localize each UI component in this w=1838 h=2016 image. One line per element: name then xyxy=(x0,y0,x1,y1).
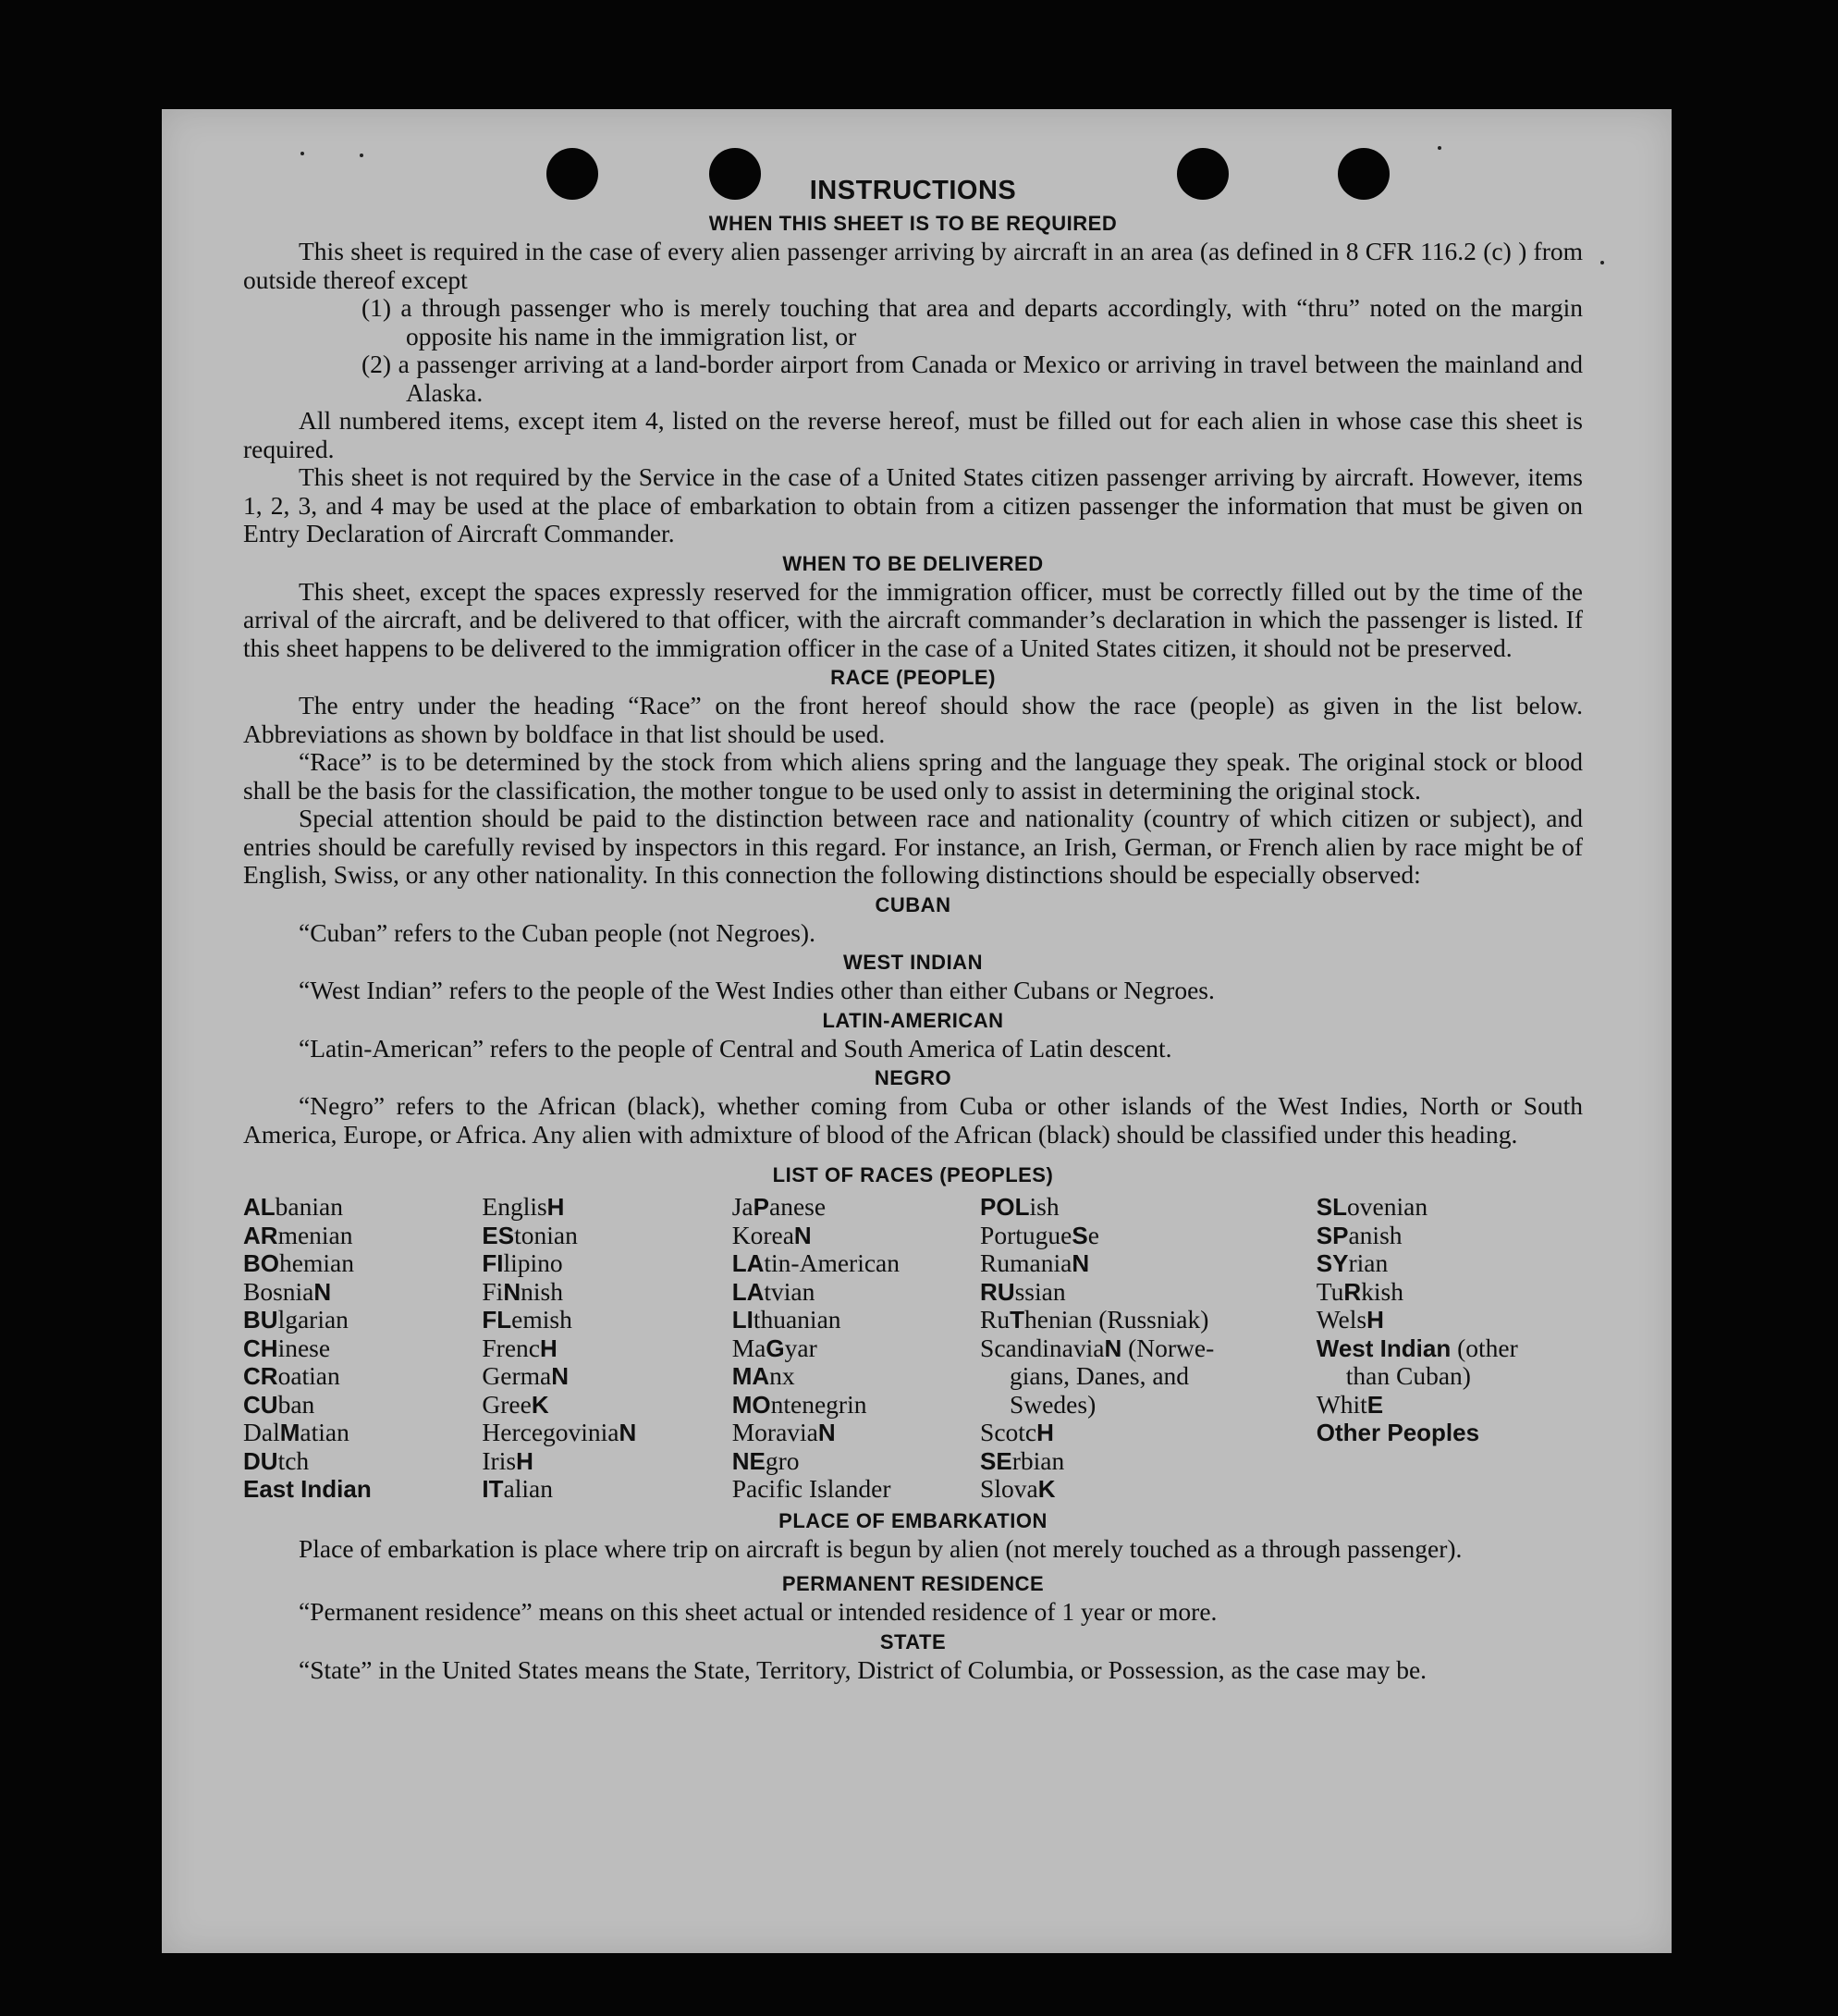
race-entry: MoraviaN xyxy=(731,1418,836,1446)
heading-permanent-residence: PERMANENT RESIDENCE xyxy=(781,1572,1045,1595)
race-entry: FLemish xyxy=(482,1305,572,1334)
race-entry: LAtvian xyxy=(731,1276,815,1306)
race-entry: RUssian xyxy=(980,1276,1066,1306)
race-entry: PortugueSe xyxy=(980,1220,1099,1249)
race-entry: SErbian xyxy=(980,1445,1065,1475)
heading-state: STATE xyxy=(879,1629,947,1653)
race-entry: CHinese xyxy=(243,1333,331,1362)
race-entry: CUban xyxy=(243,1389,315,1419)
race-entry: BosniaN xyxy=(243,1276,332,1306)
race-entry: SlovaK xyxy=(980,1474,1056,1503)
heading-when-delivered: WHEN TO BE DELIVERED xyxy=(782,551,1044,575)
race-entry: Other Peoples xyxy=(1316,1419,1480,1446)
race-entry: EnglisH xyxy=(482,1192,565,1221)
race-entry: IrisH xyxy=(482,1445,533,1475)
race-entry: DUtch xyxy=(243,1445,310,1475)
paragraph: All numbered items, except item 4, listed on the reverse hereof, must be filled out for each alien in whose case this sheet is required. xyxy=(243,406,1583,463)
race-entry: SLovenian xyxy=(1316,1192,1428,1221)
paragraph: This sheet, except the spaces expressly reserved for the immigration officer, must be correctly filled out by the time of the arrival of the aircraft, and be delivered to that officer, with the aircraft commander’s declaration in which the passenger is listed. If this sheet happens to be delivered to the immigration officer in the case of a United States citizen, it should not be preserved. xyxy=(243,576,1583,662)
race-entry: GreeK xyxy=(482,1389,549,1419)
race-entry: MaGyar xyxy=(731,1333,817,1362)
punch-hole xyxy=(546,148,598,200)
race-entry: EStonian xyxy=(482,1220,578,1249)
race-entry: POLish xyxy=(980,1192,1060,1221)
speck xyxy=(1438,146,1441,150)
paragraph: Special attention should be paid to the distinction between race and nationality (country of which citizen or subject), and entries should be carefully revised by inspectors in this regard. For instance, an Irish, German, or French alien by race might be of English, Swiss, or any other nationality. In this connection the following distinctions should be especially observed: xyxy=(243,804,1583,889)
speck xyxy=(300,152,304,155)
race-entry: ALbanian xyxy=(243,1192,343,1221)
race-entry: WhitE xyxy=(1316,1389,1384,1419)
race-entry: gians, Danes, and xyxy=(1010,1361,1190,1390)
race-entry: LAtin-American xyxy=(731,1248,900,1277)
paragraph: Place of embarkation is place where trip on aircraft is begun by alien (not merely touched as a through passenger). xyxy=(299,1533,1463,1563)
race-entry: KoreaN xyxy=(731,1220,812,1249)
paragraph: “Permanent residence” means on this sheet actual or intended residence of 1 year or more. xyxy=(299,1597,1218,1626)
race-entry: CRoatian xyxy=(243,1361,340,1390)
race-entry: SYrian xyxy=(1316,1248,1389,1277)
race-entry: FiNnish xyxy=(482,1276,563,1306)
race-entry: DalMatian xyxy=(243,1418,349,1446)
paragraph: “West Indian” refers to the people of the West Indies other than either Cubans or Negroes. xyxy=(299,976,1215,1004)
paragraph: “Cuban” refers to the Cuban people (not Negroes). xyxy=(299,917,815,947)
race-entry: ARmenian xyxy=(243,1220,353,1249)
paragraph: “Race” is to be determined by the stock from which aliens spring and the language they speak. The original stock or blood shall be the basis for the classification, the mother tongue to be used only to assist in determining the original stock. xyxy=(243,747,1583,805)
race-entry: GermaN xyxy=(482,1361,569,1390)
heading-latin-american: LATIN-AMERICAN xyxy=(822,1008,1004,1032)
race-entry: FIlipino xyxy=(482,1248,563,1277)
race-entry: Swedes) xyxy=(1010,1389,1097,1419)
race-entry: LIthuanian xyxy=(731,1305,841,1334)
race-entry: West Indian (other xyxy=(1316,1333,1518,1362)
race-column xyxy=(980,1193,1317,1504)
paragraph: “Latin-American” refers to the people of Central and South America of Latin descent. xyxy=(299,1033,1172,1063)
race-column xyxy=(1317,1193,1583,1504)
race-entry: TuRkish xyxy=(1316,1276,1403,1306)
page-title: INSTRUCTIONS xyxy=(809,176,1017,205)
race-entry: MOntenegrin xyxy=(731,1389,867,1419)
race-entry: JaPanese xyxy=(731,1192,827,1221)
heading-list-of-races: LIST OF RACES (PEOPLES) xyxy=(772,1163,1054,1186)
race-entry: than Cuban) xyxy=(1345,1361,1471,1390)
race-entry: HercegoviniaN xyxy=(482,1418,637,1446)
paragraph: This sheet is required in the case of every alien passenger arriving by aircraft in an area (as defined in 8 CFR 116.2 (c) ) from outside thereof except xyxy=(243,237,1583,294)
paragraph: The entry under the heading “Race” on the front hereof should show the race (people) as given in the list below. Abbreviations as shown by boldface in that list should be used. xyxy=(243,691,1583,748)
heading-west-indian: WEST INDIAN xyxy=(843,951,983,974)
punch-hole xyxy=(709,148,761,200)
race-entry: ScandinaviaN (Norwe- xyxy=(980,1333,1215,1362)
speck xyxy=(360,154,363,157)
race-list xyxy=(243,1193,1583,1504)
heading-cuban: CUBAN xyxy=(875,892,951,916)
heading-negro: NEGRO xyxy=(874,1066,952,1089)
heading-when-required: WHEN THIS SHEET IS TO BE REQUIRED xyxy=(708,212,1118,235)
race-entry: Pacific Islander xyxy=(731,1474,891,1503)
race-entry: BOhemian xyxy=(243,1248,354,1277)
race-entry: MAnx xyxy=(731,1361,795,1390)
race-entry: RuThenian (Russniak) xyxy=(980,1305,1209,1334)
heading-race: RACE (PEOPLE) xyxy=(830,666,996,689)
paragraph: “Negro” refers to the African (black), whether coming from Cuba or other islands of the West Indies, North or South America, Europe, or Africa. Any alien with admixture of blood of the African (black) should be classified under this heading. xyxy=(243,1091,1583,1149)
race-entry: NEgro xyxy=(731,1445,800,1475)
race-entry: ITalian xyxy=(482,1474,553,1503)
punch-hole xyxy=(1177,148,1229,200)
paragraph: “State” in the United States means the State, Territory, District of Columbia, or Possession, as the case may be. xyxy=(299,1654,1428,1684)
race-entry: FrencH xyxy=(482,1333,558,1362)
race-entry: BUlgarian xyxy=(243,1305,349,1334)
race-column xyxy=(482,1193,731,1504)
instruction-sheet xyxy=(162,109,1672,1953)
race-entry: RumaniaN xyxy=(980,1248,1090,1277)
speck xyxy=(1600,261,1604,264)
heading-embarkation: PLACE OF EMBARKATION xyxy=(778,1508,1048,1532)
punch-hole xyxy=(1338,148,1390,200)
list-item: (1) a through passenger who is merely touching that area and departs accordingly, with “thru” noted on the margin opposite his name in the immigration list, or xyxy=(361,293,1583,350)
race-column xyxy=(243,1193,482,1504)
paragraph: This sheet is not required by the Service in the case of a United States citizen passenger arriving by aircraft. However, items 1, 2, 3, and 4 may be used at the place of embarkation to obtain from a citizen passenger the information that must be given on Entry Declaration of Aircraft Commander. xyxy=(243,462,1583,547)
race-entry: SPanish xyxy=(1316,1220,1403,1249)
list-item: (2) a passenger arriving at a land-border airport from Canada or Mexico or arriving in travel between the mainland and Alaska. xyxy=(361,350,1583,407)
race-entry: ScotcH xyxy=(980,1418,1054,1446)
race-column xyxy=(732,1193,980,1504)
race-entry: East Indian xyxy=(243,1475,372,1503)
race-entry: WelsH xyxy=(1316,1305,1384,1334)
